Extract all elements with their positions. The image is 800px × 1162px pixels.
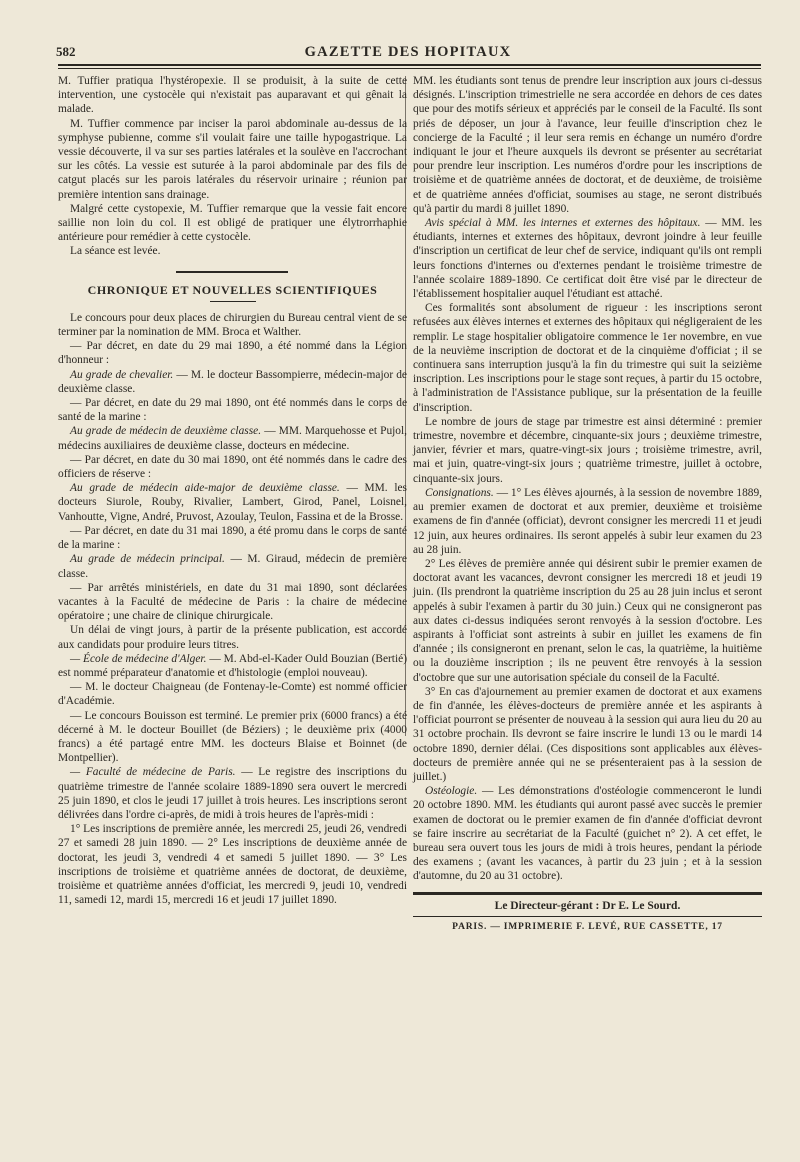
paragraph: Le concours pour deux places de chirurgien du Bureau central vient de se terminer par la nomination de MM. Broca et Walther. — [58, 311, 407, 339]
paragraph — [413, 216, 762, 301]
right-column — [413, 74, 762, 934]
text-run: — MM. les docteurs Siurole, Rouby, Rivalier, Lambert, Girod, Panel, Loisnel, Vanhoutte, Vigne, André, Pruvost, Azoulay, Teulon, Fassina et de la Brosse. — [58, 482, 407, 523]
header-rule — [58, 64, 761, 69]
paragraph: Un délai de vingt jours, à partir de la présente publication, est accordé aux candidats pour produire leurs titres. — [58, 624, 407, 651]
text-run: — 1° Les élèves ajournés, à la session de novembre 1889, au premier examen de doctorat et aux premier, deuxième et troisième examens de fin d'année (officiat), devront consigner les mercredi 11 et jeudi 12 juin, aux heures ordinaires. Ils seront appelés à subir leur examen du 23 au 28 juin. — [413, 486, 762, 556]
paragraph — [413, 784, 762, 883]
paragraph: — Par décret, en date du 31 mai 1890, a été promu dans le corps de santé de la marine : — [58, 524, 407, 552]
page-header — [56, 40, 760, 62]
text-run: — M. Giraud, médecin de première classe. — [58, 553, 407, 580]
paragraph — [58, 765, 407, 822]
text-run: — MM. les étudiants, internes et externes des hôpitaux, devront joindre à leur feuille d'inscription un certificat de leur chef de service, indiquant qu'ils ont rempli leurs fonctions d'internes ou d'externes pendant le troisième trimestre de l'année scolaire 1889-1890. Ce certificat doit être visé par le directeur de l'établissement hospitalier auquel l'étudiant est attaché. — [413, 217, 762, 301]
text-run: — M. le docteur Bassompierre, médecin-major de deuxième classe. — [58, 368, 407, 395]
paragraph: — Le concours Bouisson est terminé. Le premier prix (6000 francs) a été décerné à M. le docteur Bouillet (de Béziers) ; le deuxième prix (4000 francs) a été partagé entre MM. les docteurs Blaise et Boinnet (de Montpellier). — [58, 709, 407, 765]
paragraph — [58, 481, 407, 524]
text-run: — Les démonstrations d'ostéologie commenceront le lundi 20 octobre 1890. MM. les étudiants qui auront passé avec succès le premier examen de doctorat ou le premier examen de fin d'année d'officiat devront se faire inscrire au secrétariat de la Faculté (guichet n° 2). A cet effet, le bureau sera ouvert tous les jours de midi à trois heures, pendant la période des examens ; (avant les vacances, à partir du 23 juin ; et à la session d'automne, du 20 au 31 octobre). — [413, 785, 762, 883]
paragraph: — Par décret, en date du 29 mai 1890, a été nommé dans la Légion d'honneur : — [58, 340, 407, 367]
paragraph: La séance est levée. — [70, 245, 161, 258]
paragraph — [58, 652, 407, 680]
section-underline — [210, 301, 256, 303]
italic-run: Au grade de médecin de deuxième classe. — [70, 425, 262, 438]
section-title: CHRONIQUE ET NOUVELLES SCIENTIFIQUES — [87, 282, 378, 297]
paragraph: Malgré cette cystopexie, M. Tuffier remarque que la vessie fait encore saillie non loin du col. Il est obligé de pratiquer une élytrorrhaphie antérieure pour remédier à cette cystocèle. — [58, 202, 407, 244]
paragraph — [58, 552, 407, 580]
paragraph — [58, 424, 407, 452]
printer-imprint: PARIS. — IMPRIMERIE F. LEVÉ, RUE CASSETTE, 17 — [452, 921, 723, 932]
italic-run: Au grade de médecin principal. — [70, 553, 225, 566]
paragraph: MM. les étudiants sont tenus de prendre leur inscription aux jours ci-dessus désignés. L'inscription trimestrielle ne sera accordée en dehors de ces dates que pour des motifs sérieux et appréciés par le conseil de la Faculté. Ils sont priés de déposer, un jour à l'avance, leur feuille d'inscription chez le concierge de la Faculté ; il leur sera remis en échange un numéro d'ordre indiquant le jour et l'heure auxquels ils devront se présenter au secrétariat pour prendre leur inscription. Les numéros d'ordre pour les inscriptions de troisième et de quatrième années de doctorat, et de deuxième, de troisième et de quatrième années d'officiat, soumises au stage, ne seront distribués qu'à partir du mardi 8 juillet 1890. — [413, 75, 762, 215]
text-run: — Le registre des inscriptions du quatrième trimestre de l'année scolaire 1889-1890 sera ouvert le mercredi 25 juin 1890, et clos le jeudi 17 juillet à trois heures. Les inscriptions seront délivrées dans l'ordre ci-après, de midi à trois heures de l'après-midi : — [58, 766, 407, 821]
paragraph: M. Tuffier commence par inciser la paroi abdominale au-dessus de la symphyse pubienne, comme s'il voulait faire une taille hypogastrique. La vessie découverte, il va sur ses parties latérales et la soulève en l'accrochant sur les côtés. La vessie est suturée à la paroi abdominale par des fils de catgut placés sur les parois latérales du réservoir urinaire ; réunion par première intention sans drainage. — [58, 117, 407, 201]
paragraph: — M. le docteur Chaigneau (de Fontenay-le-Comte) est nommé officier d'Académie. — [58, 681, 407, 708]
paragraph: — Par arrêtés ministériels, en date du 31 mai 1890, sont déclarées vacantes à la Faculté de médecine de Paris : la chaire de médecine opératoire ; une chaire de clinique chirurgicale. — [58, 581, 407, 623]
paragraph — [58, 368, 407, 396]
running-title: GAZETTE DES HOPITAUX — [304, 44, 512, 60]
paragraph: — Par décret, en date du 29 mai 1890, ont été nommés dans le corps de santé de la marine : — [58, 397, 407, 424]
paragraph: M. Tuffier pratiqua l'hystéropexie. Il se produisit, à la suite de cette intervention, une cystocèle qui n'existait pas auparavant et qui gênait la malade. — [58, 75, 407, 116]
paragraph: — Par décret, en date du 30 mai 1890, ont été nommés dans le cadre des officiers de réserve : — [58, 453, 407, 481]
paragraph — [413, 486, 762, 557]
italic-run: Avis spécial à MM. les internes et externes des hôpitaux. — [425, 217, 701, 230]
ornament-rule — [58, 267, 407, 277]
paragraph: Ces formalités sont absolument de rigueur : les inscriptions seront refusées aux élèves internes et externes des hôpitaux qui négligeraient de les remplir. Le stage hospitalier obligatoire commence le 1er novembre, en vue de la neuvième inscription de doctorat et de la cinquième d'officiat ; il se continuera sans interruption jusqu'à la fin du trimestre qui suit la seizième inscription. Les inscriptions pour le stage sont reçues, à partir du 15 octobre, à l'administration de l'Assistance publique, sur la présentation de la feuille d'inscription. — [413, 302, 762, 414]
imprint-rule — [413, 916, 762, 917]
signature-line: Le Directeur-gérant : Dr E. Le Sourd. — [494, 899, 681, 912]
italic-run: Au grade de chevalier. — [70, 368, 174, 381]
text-run: — M. Abd-el-Kader Ould Bouzian (Bertié) est nommé préparateur d'anatomie et d'histologie (emploi nouveau). — [58, 652, 407, 679]
italic-run: — École de médecine d'Alger. — [70, 652, 207, 665]
signature-rule — [413, 892, 762, 895]
italic-run: Consignations. — [425, 486, 494, 499]
italic-run: — Faculté de médecine de Paris. — [70, 766, 236, 779]
italic-run: Au grade de médecin aide-major de deuxième classe. — [70, 482, 340, 495]
paragraph: 3° En cas d'ajournement au premier examen de doctorat et aux examens de fin d'année, les élèves-docteurs de première année et les aspirants à l'officiat pourront se présenter de nouveau à la session qui aura lieu du 20 au 31 octobre prochain. Ils devront se faire inscrire le lundi 13 ou le mardi 14 octobre 1890, dernier délai. (Ces dispositions sont applicables aux élèves-docteurs de première année qui ne se présenteraient pas à la session de juillet.) — [413, 685, 762, 783]
paragraph: Le nombre de jours de stage par trimestre est ainsi déterminé : premier trimestre, novembre et décembre, cinquante-six jours ; deuxième trimestre, janvier, février et mars, quatre-vingt-six jours ; troisième trimestre, avril, mai et juin, quatre-vingt-six jours ; quatrième trimestre, juillet à octobre, cinquante-six jours. — [413, 415, 762, 485]
paragraph: 2° Les élèves de première année qui désirent subir le premier examen de doctorat avant les vacances, devront consigner les mercredi 18 et jeudi 19 juin. (Ils prendront la quatrième inscription du 25 au 28 juin inclus et seront appelés à subir l'examen à partir du 30 juin.) Ceux qui ne consigneront pas aux dates ci-dessus indiquées seront renvoyés à la session d'octobre. Les aspirants à l'officiat sont astreints à subir en juillet les examens de fin d'année ; ils consigneront en prenant, selon le cas, la quatrième, la huitième ou la douzième inscription ; ils ne peuvent être renvoyés à la session d'octobre que sur une autorisation spéciale du conseil de la Faculté. — [413, 557, 762, 684]
page-number: 582 — [56, 44, 76, 59]
text-run: — MM. Marquehosse et Pujol, médecins auxiliaires de deuxième classe, docteurs en médecine. — [58, 425, 408, 452]
paragraph: 1° Les inscriptions de première année, les mercredi 25, jeudi 26, vendredi 27 et samedi 28 juin 1890. — 2° Les inscriptions de deuxième année de doctorat, les jeudi 3, vendredi 4 et samedi 5 juillet 1890. — 3° Les inscriptions de troisième et quatrième années de doctorat, de deuxième, troisième et quatrième années d'officiat, les mercredi 9, jeudi 10, vendredi 11, samedi 12, mardi 15, mercredi 16 et jeudi 17 juillet 1890. — [58, 823, 407, 907]
left-column — [58, 74, 407, 907]
italic-run: Ostéologie. — [425, 785, 478, 798]
